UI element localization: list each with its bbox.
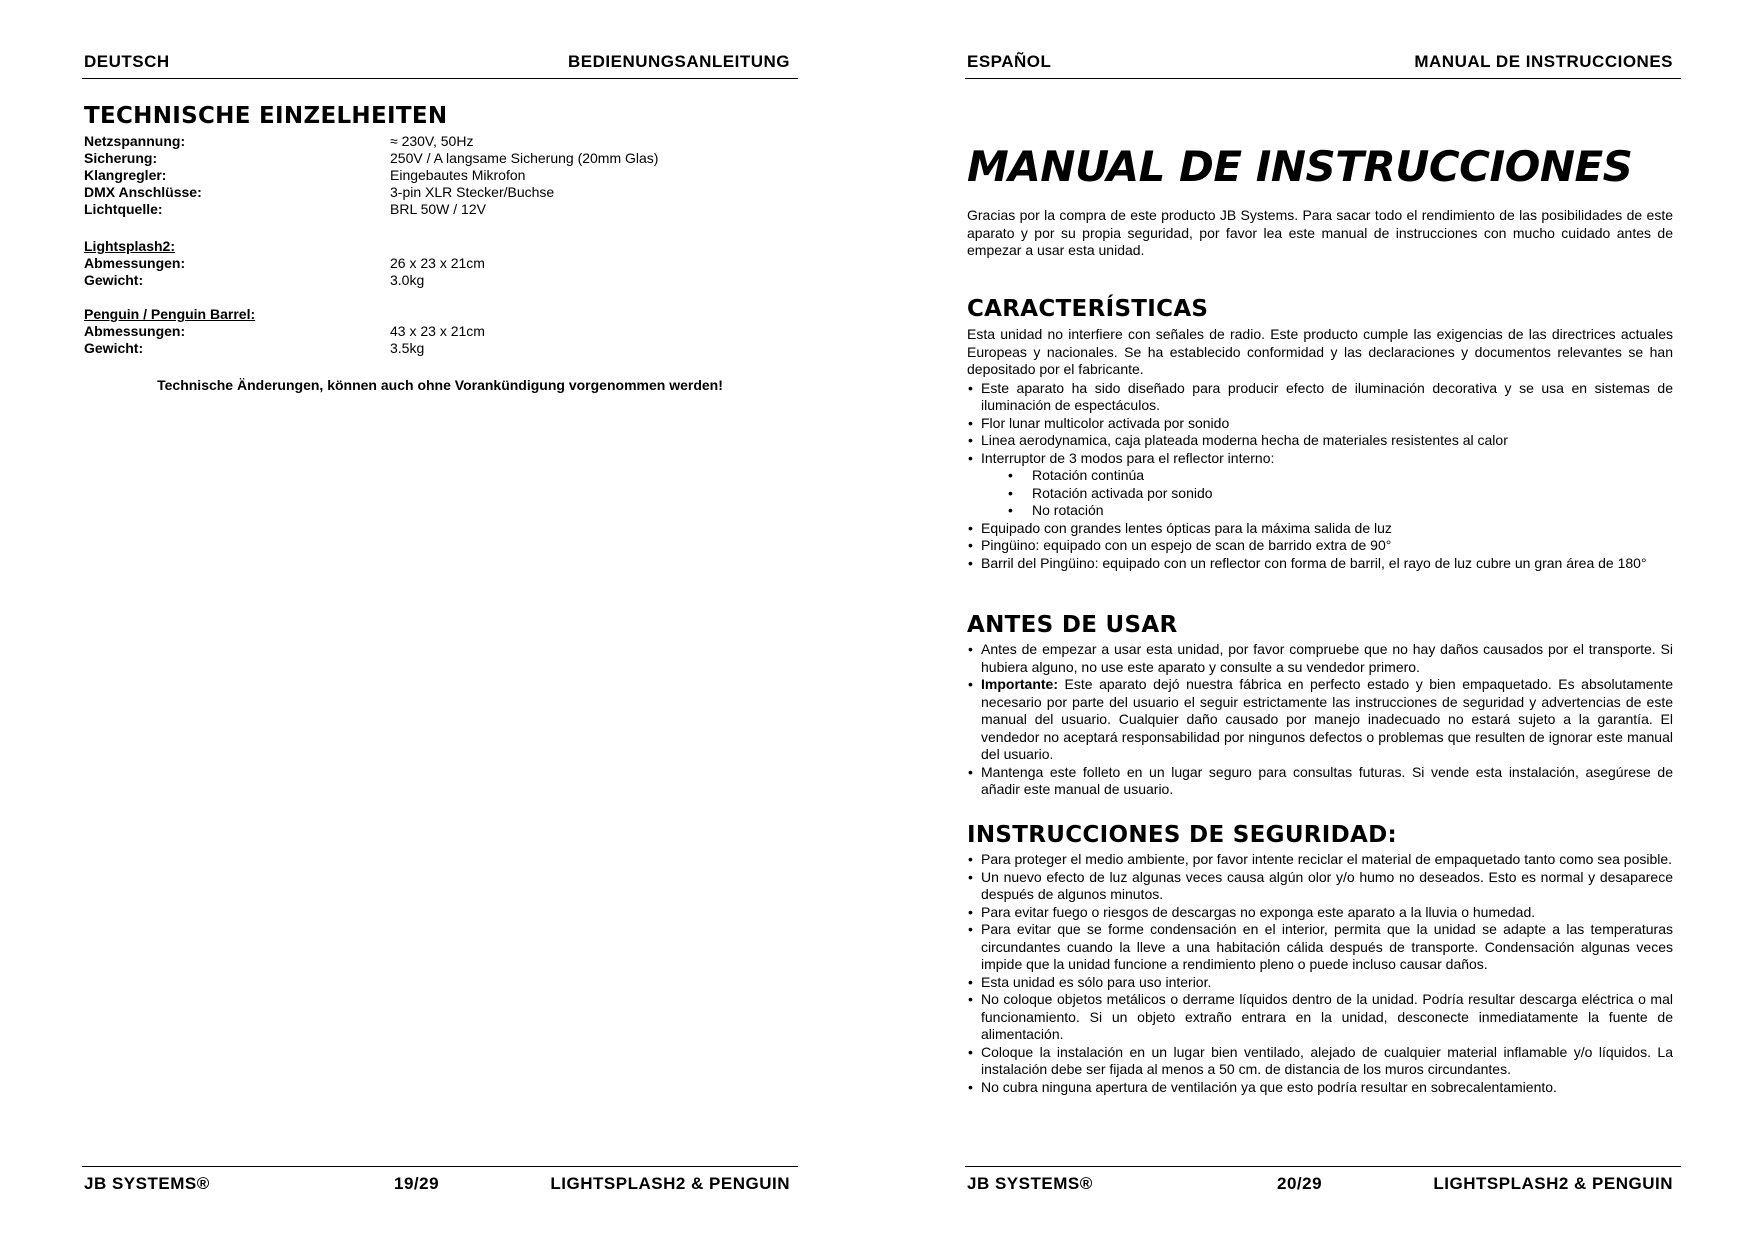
list-item: • Para evitar fuego o riesgos de descargas no exponga este aparato a la lluvia o humedad. [967,904,1673,922]
features-section [967,296,1673,572]
footer-product: LIGHTSPLASH2 & PENGUIN [1433,1174,1673,1193]
safety-section [967,822,1673,1096]
right-page [965,0,1681,1240]
list-item: • No cubra ninguna apertura de ventilación ya que esto podría resultar en sobrecalentamiento. [967,1079,1673,1097]
section-title-before-use: ANTES DE USAR [967,612,1178,638]
spec-value: Eingebautes Mikrofon [390,167,526,183]
section-title-technical: TECHNISCHE EINZELHEITEN [84,103,448,129]
list-item: • Equipado con grandes lentes ópticas para la máxima salida de luz [967,520,1673,538]
list-item: • Mantenga este folleto en un lugar seguro para consultas futuras. Si vende esta instalación, asegúrese de añadir este manual de usuario. [967,764,1673,799]
spec-label: DMX Anschlüsse: [84,184,202,200]
page-footer [965,1166,1681,1193]
list-item: • Antes de empezar a usar esta unidad, por favor compruebe que no hay daños causados por el transporte. Si hubiera alguno, no use este aparato y consulte a su vendedor primero. [967,641,1673,676]
spec-value: BRL 50W / 12V [390,201,486,217]
spec-label: Abmessungen: [84,323,186,339]
list-item: • Interruptor de 3 modos para el reflector interno: • Rotación continúa • Rotación activada por sonido • No rotación [967,450,1673,520]
footer-page-number: 20/29 [1277,1174,1323,1193]
page-footer [82,1166,798,1193]
list-item: • Barril del Pingüino: equipado con un reflector con forma de barril, el rayo de luz cubre un gran área de 180° [967,555,1673,573]
left-page [82,0,798,1240]
list-item: • Coloque la instalación en un lugar bien ventilado, alejado de cualquier material inflamable y/o líquidos. La instalación debe ser fijada al menos a 50 cm. de distancia de los muros circundantes. [967,1044,1673,1079]
footer-product: LIGHTSPLASH2 & PENGUIN [550,1174,790,1193]
section-title-safety: INSTRUCCIONES DE SEGURIDAD: [967,822,1398,848]
before-use-section [967,612,1673,799]
page-header [82,52,798,79]
before-use-list [967,641,1673,799]
features-list [967,380,1673,573]
list-item: • Este aparato ha sido diseñado para producir efecto de iluminación decorativa y se usa en sistemas de iluminación de espectáculos. [967,380,1673,415]
spec-label: Sicherung: [84,150,158,166]
header-language: ESPAÑOL [967,52,1052,71]
spec-label: Gewicht: [84,340,144,356]
model-title: Lightsplash2: [84,238,176,254]
header-doc-title: MANUAL DE INSTRUCCIONES [1414,52,1673,71]
modes-list [981,467,1673,520]
safety-list [967,851,1673,1096]
important-label: Importante: [981,676,1058,692]
list-item: • Un nuevo efecto de luz algunas veces causa algún olor y/o humo no deseados. Esto es normal y desaparece después de algunos minutos. [967,869,1673,904]
list-item: • Pingüino: equipado con un espejo de scan de barrido extra de 90° [967,537,1673,555]
features-intro: Esta unidad no interfiere con señales de radio. Este producto cumple las exigencias de las directrices actuales Europeas y nacionales. Se ha establecido conformidad y las declaraciones y documentos relevantes se han depositado por el fabricante. [967,326,1673,377]
list-item: • Para proteger el medio ambiente, por favor intente reciclar el material de empaquetado tanto como sea posible. [967,851,1673,869]
list-item: • Flor lunar multicolor activada por sonido [967,415,1673,433]
spec-value: 3.5kg [390,340,425,356]
list-item: • Linea aerodynamica, caja plateada moderna hecha de materiales resistentes al calor [967,432,1673,450]
page-title: MANUAL DE INSTRUCCIONES [967,142,1633,191]
list-item: • Para evitar que se forme condensación en el interior, permita que la unidad se adapte a las temperaturas circundantes cuando la lleve a una habitación cálida después de transporte. Condensación algunas veces impide que la unidad funcione a rendimiento pleno o puede incluso causar daños. [967,921,1673,974]
spec-value: 3-pin XLR Stecker/Buchse [390,184,555,200]
list-item: • Rotación continúa [981,467,1673,485]
header-doc-title: BEDIENUNGSANLEITUNG [567,52,790,71]
list-item: • No coloque objetos metálicos o derrame líquidos dentro de la unidad. Podría resultar descarga eléctrica o mal funcionamiento. Si un objeto extraño entrara en la unidad, desconecte inmediatamente la fuente de alimentación. [967,991,1673,1044]
model-title: Penguin / Penguin Barrel: [84,306,256,322]
spec-label: Abmessungen: [84,255,186,271]
spec-value: 3.0kg [390,272,425,288]
footer-brand: JB SYSTEMS® [84,1174,210,1193]
list-item: • Rotación activada por sonido [981,485,1673,503]
spec-value: 26 x 23 x 21cm [390,255,485,271]
list-item: • No rotación [981,502,1673,520]
list-item: • Importante: Este aparato dejó nuestra fábrica en perfecto estado y bien empaquetado. Es absolutamente necesario por parte del usuario el seguir estrictamente las instrucciones de seguridad y advertencias de este manual del usuario. Cualquier daño causado por manejo inadecuado no estará sujeto a la garantía. El vendedor no aceptará responsabilidad por ningunos defectos o problemas que resulten de ignorar este manual del usuario. [967,676,1673,764]
spec-value: ≈ 230V, 50Hz [390,133,474,149]
footer-page-number: 19/29 [394,1174,440,1193]
list-item: • Esta unidad es sólo para uso interior. [967,974,1673,992]
spec-label: Netzspannung: [84,133,186,149]
header-language: DEUTSCH [84,52,170,71]
spec-value: 43 x 23 x 21cm [390,323,485,339]
spec-value: 250V / A langsame Sicherung (20mm Glas) [390,150,659,166]
spec-label: Gewicht: [84,272,144,288]
intro-paragraph: Gracias por la compra de este producto JB Systems. Para sacar todo el rendimiento de las posibilidades de este aparato y por su propia seguridad, por favor lea este manual de instrucciones con mucho cuidado antes de empezar a usar esta unidad. [967,207,1673,258]
spec-label: Lichtquelle: [84,201,163,217]
technical-notice: Technische Änderungen, können auch ohne Vorankündigung vorgenommen werden! [157,377,723,393]
footer-brand: JB SYSTEMS® [967,1174,1093,1193]
spec-label: Klangregler: [84,167,167,183]
section-title-features: CARACTERÍSTICAS [967,296,1209,322]
page-header [965,52,1681,79]
